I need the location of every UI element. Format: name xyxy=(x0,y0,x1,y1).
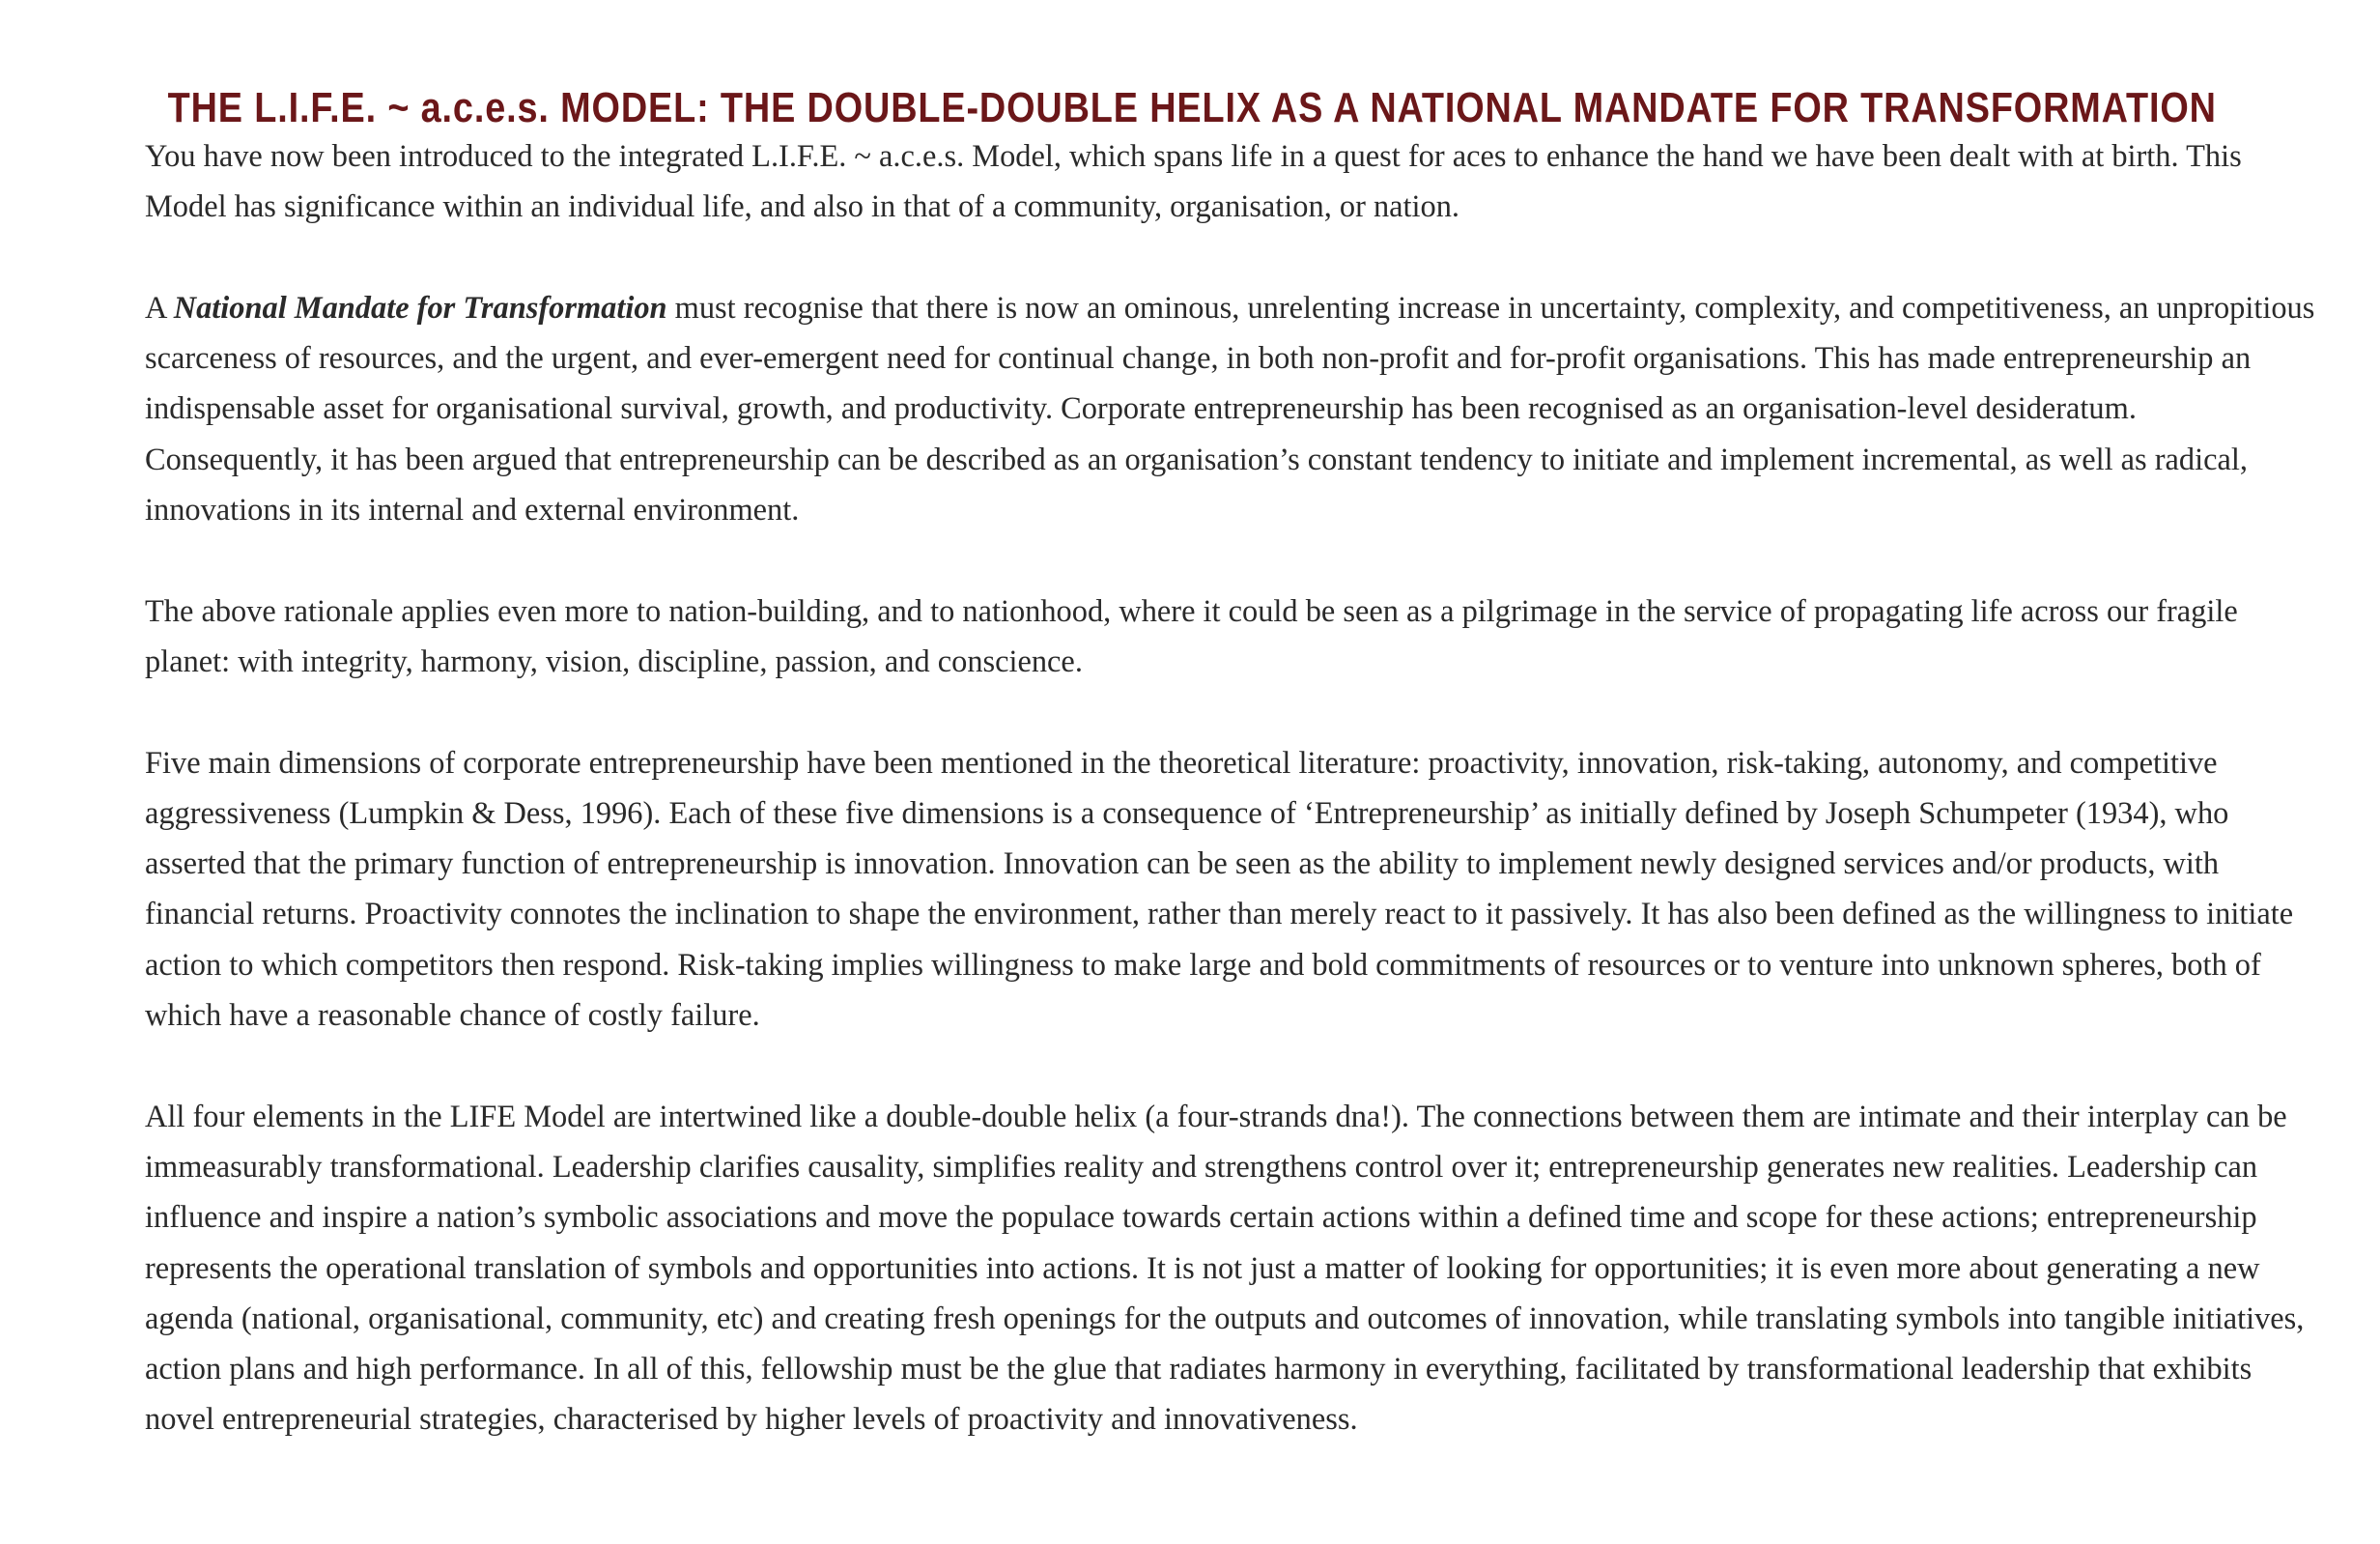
paragraph-nation-building xyxy=(145,586,2318,688)
paragraph-double-helix xyxy=(145,1092,2318,1445)
paragraph-lead: A xyxy=(145,290,174,326)
paragraph-intro xyxy=(145,131,2318,233)
paragraph-text: must recognise that there is now an ominous, unrelenting increase in uncertainty, complexity, and competitiveness, an unpropitious scarceness of resources, and the urgent, and ever-emergent need for continual change, in both non-profit and for-profit organisations. This has made entrepreneurship an indispensable asset for organisational survival, growth, and productivity. Corporate entrepreneurship has been recognised as an organisation-level desideratum. Consequently, it has been argued that entrepreneurship can be described as an organisation’s constant tendency to initiate and implement incremental, as well as radical, innovations in its internal and external environment. xyxy=(145,290,2315,529)
paragraph-text: Five main dimensions of corporate entrepreneurship have been mentioned in the theoretical literature: proactivity, innovation, risk-taking, autonomy, and competitive aggressiveness (Lumpkin & Dess, 1996). Each of these five dimensions is a consequence of ‘Entrepreneurship’ as initially defined by Joseph Schumpeter (1934), who asserted that the primary function of entrepreneurship is innovation. Innovation can be seen as the ability to implement newly designed services and/or products, with financial returns. Proactivity connotes the inclination to shape the environment, rather than merely react to it passively. It has also been defined as the willingness to initiate action to which competitors then respond. Risk-taking implies willingness to make large and bold commitments of resources or to venture into unknown spheres, both of which have a reasonable chance of costly failure. xyxy=(145,745,2294,1034)
paragraph-text: The above rationale applies even more to nation-building, and to nationhood, where it could be seen as a pilgrimage in the service of propagating life across our fragile planet: with integrity, harmony, vision, discipline, passion, and conscience. xyxy=(145,593,2238,679)
paragraph-national-mandate xyxy=(145,283,2318,535)
paragraph-text: All four elements in the LIFE Model are intertwined like a double-double helix (a four-strands dna!). The connections between them are intimate and their interplay can be immeasurably transformational. Leadership clarifies causality, simplifies reality and strengthens control over it; entrepreneurship generates new realities. Leadership can influence and inspire a nation’s symbolic associations and move the populace towards certain actions within a defined time and scope for these actions; entrepreneurship represents the operational translation of symbols and opportunities into actions. It is not just a matter of looking for opportunities; it is even more about generating a new agenda (national, organisational, community, etc) and creating fresh openings for the outputs and outcomes of innovation, while translating symbols into tangible initiatives, action plans and high performance. In all of this, fellowship must be the glue that radiates harmony in everything, facilitated by transformational leadership that exhibits novel entrepreneurial strategies, characterised by higher levels of proactivity and innovativeness. xyxy=(145,1099,2305,1438)
page-title: THE L.I.F.E. ~ a.c.e.s. MODEL: THE DOUBLE-DOUBLE HELIX AS A NATIONAL MANDATE FOR TRANSFORMATION xyxy=(167,84,2217,131)
paragraph-dimensions xyxy=(145,738,2318,1042)
paragraph-text: You have now been introduced to the integrated L.I.F.E. ~ a.c.e.s. Model, which spans life in a quest for aces to enhance the hand we have been dealt with at birth. This Model has significance within an individual life, and also in that of a community, organisation, or nation. xyxy=(145,139,2242,225)
emphasis-phrase: National Mandate for Transformation xyxy=(173,290,667,326)
document-body xyxy=(145,131,2318,1445)
